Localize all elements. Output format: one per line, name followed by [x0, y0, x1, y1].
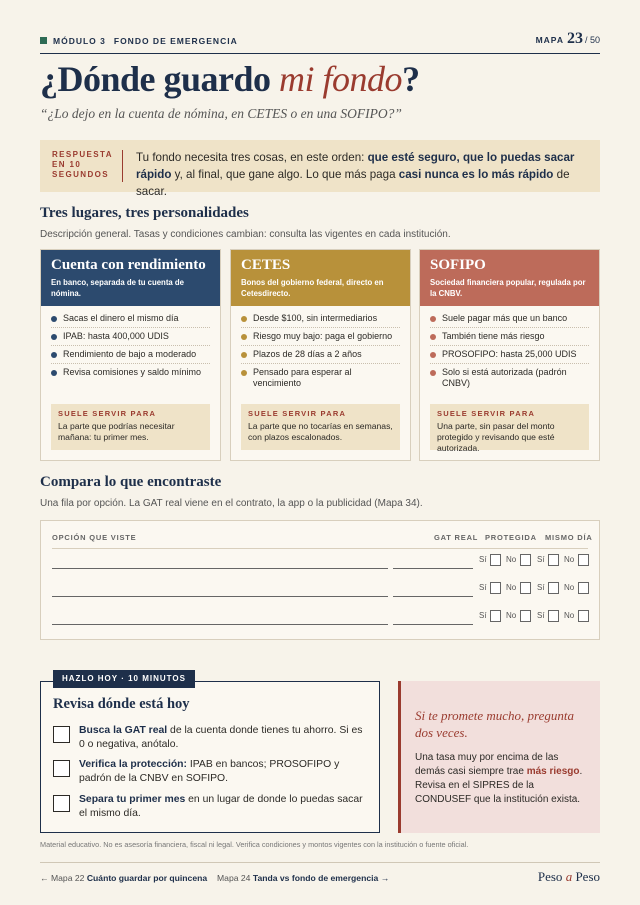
quick-answer-label: RESPUESTA EN 10 SEGUNDOS — [52, 150, 113, 179]
todo-item-bold: Verifica la protección: — [79, 759, 187, 770]
card-cuenta — [40, 249, 221, 461]
next-map-prefix: Mapa 24 — [217, 873, 251, 883]
bullet-dot-icon — [51, 334, 57, 340]
qa-text-2: , — [456, 151, 463, 164]
brand-word-3: Peso — [575, 869, 600, 884]
quick-answer-text — [136, 149, 592, 200]
qa-text-3: y, al final, que gane algo. Lo que más paga — [171, 168, 399, 181]
compare-section-title: Compara lo que encontraste — [40, 474, 222, 490]
todo-item-rest: en un lugar de donde lo puedas sacar el mismo día. — [79, 794, 363, 819]
card-feature — [51, 310, 210, 328]
card-name: Cuenta con rendimiento — [51, 257, 206, 273]
no-label: No — [564, 583, 575, 592]
todo-item — [53, 793, 369, 823]
qa-bold-1: que esté seguro — [367, 151, 457, 164]
no-label: No — [564, 555, 575, 564]
brand-word-2: a — [565, 869, 573, 884]
map-number: 23 — [566, 30, 583, 47]
protected-no-checkbox[interactable] — [520, 582, 531, 594]
places-section-title: Tres lugares, tres personalidades — [40, 205, 249, 221]
feature-text: Desde $100, sin intermediarios — [253, 313, 378, 323]
todo-item-text — [79, 724, 369, 752]
page-subtitle: “¿Lo dejo en la cuenta de nómina, en CETES o en una SOFIPO?” — [40, 106, 402, 121]
feature-text: Suele pagar más que un banco — [442, 313, 568, 323]
protected-no-checkbox[interactable] — [520, 554, 531, 566]
places-section-description: Descripción general. Tasas y condiciones cambian: consulta las vigentes en cada institución. — [40, 229, 451, 240]
bullet-dot-icon — [51, 352, 57, 358]
card-feature — [430, 346, 589, 364]
todo-item-bold: Separa tu primer mes — [79, 794, 186, 805]
bullet-dot-icon — [430, 334, 436, 340]
title-emphasis: mi fondo — [279, 59, 403, 99]
yes-label: Sí — [537, 611, 545, 620]
no-label: No — [506, 583, 517, 592]
feature-text: Pensado para esperar al vencimiento — [253, 367, 352, 388]
feature-text: Revisa comisiones y saldo mínimo — [63, 367, 202, 377]
module-label — [40, 36, 238, 46]
todo-item-rest: de la cuenta donde tienes tu ahorro. Si es 0 o negativa, anótalo. — [79, 725, 363, 750]
card-features — [420, 306, 599, 392]
compare-table — [40, 520, 600, 640]
bullet-dot-icon — [241, 370, 247, 376]
card-use-label: SUELE SERVIR PARA — [248, 409, 347, 418]
feature-text: Sacas el dinero el mismo día — [63, 313, 179, 323]
prev-map-link[interactable] — [40, 873, 207, 883]
gat-input-line[interactable] — [393, 624, 473, 625]
todo-item — [53, 758, 369, 788]
card-use-text: La parte que podrías necesitar mañana: tu primer mes. — [58, 421, 175, 442]
yes-label: Sí — [479, 555, 487, 564]
prev-map-prefix: ← Mapa 22 — [40, 873, 85, 883]
bullet-dot-icon — [241, 334, 247, 340]
map-total: / 50 — [584, 35, 600, 45]
title-lead: ¿Dónde guardo — [40, 59, 280, 99]
next-map-title: Tanda vs fondo de emergencia → — [252, 873, 390, 883]
warning-text — [415, 751, 586, 807]
same-day-yes-checkbox[interactable] — [548, 610, 559, 622]
table-row — [41, 552, 601, 572]
protected-no-checkbox[interactable] — [520, 610, 531, 622]
yes-label: Sí — [479, 583, 487, 592]
protected-yes-checkbox[interactable] — [490, 582, 501, 594]
table-row — [41, 608, 601, 628]
title-tail: ? — [402, 59, 420, 99]
option-input-line[interactable] — [52, 568, 388, 569]
todo-checkbox[interactable] — [53, 726, 70, 743]
card-feature — [430, 328, 589, 346]
card-feature — [51, 328, 210, 346]
top-bar — [40, 32, 600, 54]
module-square-icon — [40, 37, 47, 44]
qa-bold-2: que lo puedas sacar rápido — [136, 151, 575, 181]
card-use-box — [51, 404, 210, 450]
bullet-dot-icon — [430, 316, 436, 322]
bullet-dot-icon — [51, 370, 57, 376]
module-title: FONDO DE EMERGENCIA — [113, 36, 238, 46]
card-feature — [241, 328, 400, 346]
todo-item-text — [79, 758, 369, 786]
col-header-gat: GAT REAL — [434, 533, 479, 542]
qa-bold-3: casi nunca es lo más rápido — [398, 168, 554, 181]
card-feature — [241, 310, 400, 328]
warning-callout — [398, 681, 600, 833]
card-subtitle: Bonos del gobierno federal, directo en Cetesdirecto. — [241, 278, 384, 298]
feature-text: Plazos de 28 días a 2 años — [253, 349, 362, 359]
card-features — [231, 306, 410, 392]
card-use-box — [430, 404, 589, 453]
no-label: No — [506, 555, 517, 564]
card-header — [231, 250, 410, 306]
feature-text: Riesgo muy bajo: paga el gobierno — [253, 331, 393, 341]
card-use-label: SUELE SERVIR PARA — [437, 409, 536, 418]
todo-item — [53, 724, 369, 754]
warning-title: Si te promete mucho, pregunta dos veces. — [415, 708, 574, 740]
card-feature — [430, 310, 589, 328]
card-sofipo — [419, 249, 600, 461]
feature-text: IPAB: hasta 400,000 UDIS — [63, 331, 169, 341]
disclaimer: Material educativo. No es asesoría financiera, fiscal ni legal. Verifica condiciones y montos vigentes con la institución o fuente oficial. — [40, 840, 469, 849]
same-day-no-checkbox[interactable] — [578, 582, 589, 594]
no-label: No — [506, 611, 517, 620]
bullet-dot-icon — [241, 352, 247, 358]
same-day-no-checkbox[interactable] — [578, 554, 589, 566]
feature-text: También tiene más riesgo — [442, 331, 545, 341]
yes-label: Sí — [537, 583, 545, 592]
next-map-link[interactable] — [217, 873, 389, 883]
todo-title: Revisa dónde está hoy — [53, 696, 190, 712]
bullet-dot-icon — [430, 352, 436, 358]
card-feature — [51, 364, 210, 381]
col-header-protected: PROTEGIDA — [485, 533, 537, 542]
todo-box — [40, 674, 380, 833]
same-day-yes-checkbox[interactable] — [548, 554, 559, 566]
card-use-text: Una parte, sin pasar del monto protegido y revisando que esté autorizada. — [437, 421, 555, 453]
brand-word-1: Peso — [537, 869, 563, 884]
option-input-line[interactable] — [52, 624, 388, 625]
quick-answer-box — [40, 140, 600, 198]
footer-divider — [40, 862, 600, 863]
card-use-label: SUELE SERVIR PARA — [58, 409, 157, 418]
todo-item-text — [79, 793, 369, 821]
page-title — [40, 58, 420, 100]
no-label: No — [564, 611, 575, 620]
warning-bold: más riesgo — [526, 766, 580, 777]
prev-map-title: Cuánto guardar por quincena — [86, 873, 208, 883]
card-use-text: La parte que no tocarías en semanas, con plazos escalonados. — [248, 421, 393, 442]
module-number: MÓDULO 3 — [53, 36, 106, 46]
gat-input-line[interactable] — [393, 568, 473, 569]
yes-label: Sí — [479, 611, 487, 620]
todo-checkbox[interactable] — [53, 795, 70, 812]
card-subtitle: Sociedad financiera popular, regulada por la CNBV. — [430, 278, 586, 298]
yes-label: Sí — [537, 555, 545, 564]
same-day-no-checkbox[interactable] — [578, 610, 589, 622]
bullet-dot-icon — [430, 370, 436, 376]
card-subtitle: En banco, separada de tu cuenta de nómina. — [51, 278, 185, 298]
qa-text-1: Tu fondo necesita tres cosas, en este orden: — [136, 151, 368, 164]
feature-text: PROSOFIPO: hasta 25,000 UDIS — [442, 349, 577, 359]
col-header-same-day: MISMO DÍA — [545, 533, 593, 542]
card-feature — [430, 364, 589, 392]
col-header-option: OPCIÓN QUE VISTE — [52, 533, 137, 542]
protected-yes-checkbox[interactable] — [490, 610, 501, 622]
card-features — [41, 306, 220, 381]
card-header — [41, 250, 220, 306]
feature-text: Rendimiento de bajo a moderado — [63, 349, 197, 359]
gat-input-line[interactable] — [393, 596, 473, 597]
map-label: MAPA — [535, 35, 564, 45]
feature-text: Solo si está autorizada (padrón CNBV) — [442, 367, 567, 388]
qa-text-4: de sacar. — [136, 168, 570, 198]
header-divider — [52, 548, 588, 549]
warning-text-2: . Revisa en el SIPRES de la CONDUSEF que la institución exista. — [415, 766, 583, 805]
bullet-dot-icon — [51, 316, 57, 322]
card-feature — [241, 346, 400, 364]
warning-text-1: Una tasa muy por encima de las demás casi siempre trae — [415, 752, 559, 777]
card-use-box — [241, 404, 400, 450]
compare-section-description: Una fila por opción. La GAT real viene en el contrato, la app o la publicidad (Mapa 34). — [40, 498, 423, 509]
card-name: SOFIPO — [430, 257, 486, 273]
card-feature — [241, 364, 400, 392]
option-input-line[interactable] — [52, 596, 388, 597]
table-row — [41, 580, 601, 600]
todo-tag: HAZLO HOY · 10 MINUTOS — [53, 670, 195, 688]
brand-logo — [538, 869, 600, 885]
bullet-dot-icon — [241, 316, 247, 322]
same-day-yes-checkbox[interactable] — [548, 582, 559, 594]
map-counter — [536, 30, 600, 48]
card-feature — [51, 346, 210, 364]
protected-yes-checkbox[interactable] — [490, 554, 501, 566]
quick-answer-divider — [122, 150, 123, 182]
todo-item-rest: IPAB en bancos; PROSOFIPO y padrón de la CNBV en SOFIPO. — [79, 759, 340, 784]
todo-item-bold: Busca la GAT real — [79, 725, 168, 736]
card-name: CETES — [241, 257, 291, 273]
card-header — [420, 250, 599, 306]
todo-checkbox[interactable] — [53, 760, 70, 777]
card-cetes — [230, 249, 411, 461]
